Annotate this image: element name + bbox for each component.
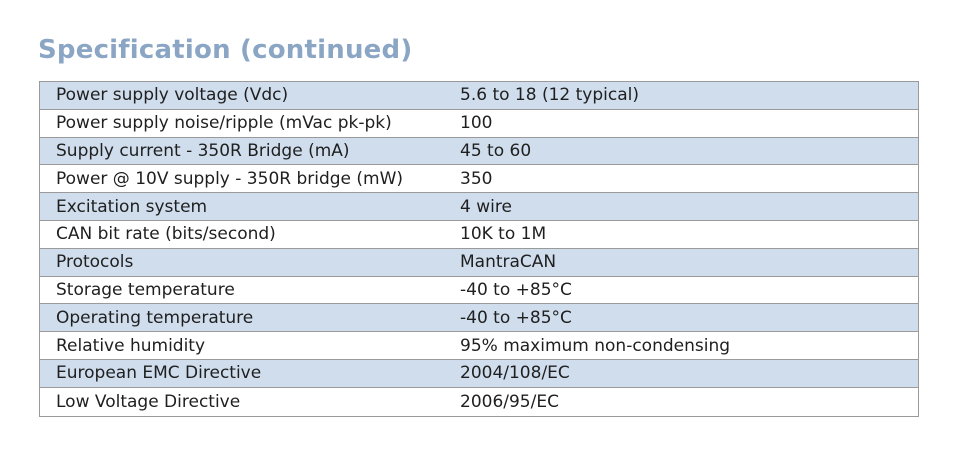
table-row [40,82,918,110]
spec-value: -40 to +85°C [460,307,572,328]
spec-value: 350 [460,168,493,189]
table-row [40,193,918,221]
table-row [40,249,918,277]
spec-label: Storage temperature [56,279,235,300]
table-row [40,360,918,388]
table-row [40,332,918,360]
spec-value: 2004/108/EC [460,363,570,384]
spec-label: Power supply voltage (Vdc) [56,85,289,106]
table-row [40,110,918,138]
spec-value: 10K to 1M [460,224,547,245]
spec-label: Supply current - 350R Bridge (mA) [56,140,350,161]
spec-value: 4 wire [460,196,512,217]
table-row [40,221,918,249]
table-row [40,277,918,305]
spec-value: 2006/95/EC [460,391,559,412]
spec-label: Excitation system [56,196,208,217]
spec-label: Operating temperature [56,307,254,328]
spec-label: Protocols [56,252,134,273]
spec-label: CAN bit rate (bits/second) [56,224,276,245]
spec-value: 100 [460,113,493,134]
spec-value: 5.6 to 18 (12 typical) [460,85,639,106]
spec-label: Power @ 10V supply - 350R bridge (mW) [56,168,404,189]
table-row [40,138,918,166]
spec-label: Relative humidity [56,335,206,356]
table-row [40,388,918,416]
spec-value: 45 to 60 [460,140,532,161]
table-row [40,304,918,332]
table-row [40,165,918,193]
spec-label: Power supply noise/ripple (mVac pk-pk) [56,113,392,134]
spec-value: -40 to +85°C [460,279,572,300]
spec-label: European EMC Directive [56,363,262,384]
spec-label: Low Voltage Directive [56,391,241,412]
spec-value: MantraCAN [460,252,557,273]
page-title: Specification (continued) [38,35,413,65]
spec-value: 95% maximum non-condensing [460,335,731,356]
specification-table [39,81,919,417]
